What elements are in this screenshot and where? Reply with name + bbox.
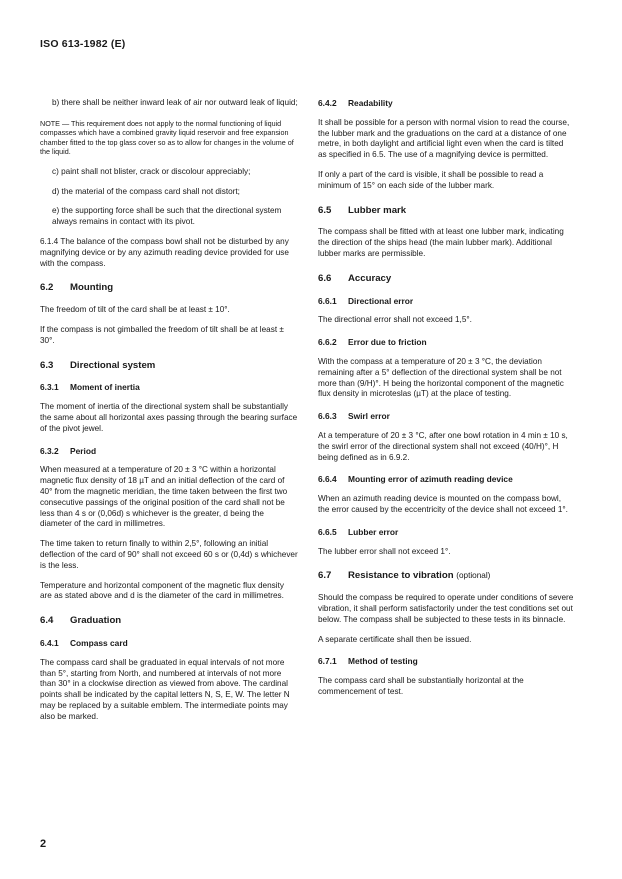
heading-number: 6.4.1	[40, 637, 59, 648]
heading-title: Compass card	[70, 637, 128, 648]
heading-number: 6.7.1	[318, 656, 337, 667]
list-item-e: e) the supporting force shall be such that the directional system always remains in contact with its pivot.	[52, 206, 282, 227]
heading-title: Resistance to vibration	[348, 570, 454, 582]
list-item-d: d) the material of the compass card shall not distort;	[52, 186, 240, 196]
paragraph-6-6-2: With the compass at a temperature of 20 ± 3 °C, the deviation remaining after a 5° deflection of the directional system shall be not more than (9/H)°. H being the horizontal component of the magnetic flux density in microteslas (µT) at the place of testing.	[318, 356, 564, 399]
heading-title: Directional system	[70, 359, 156, 371]
paragraph-6-3-2-c: Temperature and horizontal component of the magnetic flux density are as stated above and d is the diameter of the card in millimetres.	[40, 580, 284, 601]
page-number: 2	[40, 838, 47, 850]
right-column	[318, 98, 574, 707]
heading-title: Directional error	[348, 295, 414, 306]
heading-title: Lubber error	[348, 526, 399, 537]
paragraph-6-3-1: The moment of inertia of the directional system shall be substantially the same about all horizontal axes passing through the bearing surface of the pivot jewel.	[40, 402, 298, 433]
heading-number: 6.6.3	[318, 411, 337, 422]
heading-6-6	[318, 274, 574, 285]
heading-number: 6.3.1	[40, 382, 59, 393]
paragraph-6-1-4: 6.1.4 The balance of the compass bowl shall not be disturbed by any magnifying device or by any azimuth reading device provided for use with the compass.	[40, 236, 289, 268]
paragraph-6-6-4: When an azimuth reading device is mounted on the compass bowl, the error caused by the eccentricity of the device shall not exceed 1°.	[318, 494, 568, 514]
paragraph-6-7-b: A separate certificate shall then be issued.	[318, 634, 472, 644]
heading-6-6-4	[318, 474, 574, 485]
heading-number: 6.4	[40, 615, 54, 627]
heading-6-7-1	[318, 656, 574, 667]
paragraph-6-7-a: Should the compass be required to operate under conditions of severe vibration, it shall perform satisfactorily under the test conditions set out below. The compass shall be subjected to these tests in its binnacle.	[318, 593, 574, 624]
heading-number: 6.6.4	[318, 474, 337, 485]
heading-number: 6.6.5	[318, 526, 337, 537]
paragraph-6-4-2-a: It shall be possible for a person with normal vision to read the course, the lubber mark and the graduations on the card at a distance of one metre, in both daylight and artificial light even when the card is tilted as specified in 6.5. The use of a magnifying device is permitted.	[318, 117, 570, 160]
paragraph-6-5: The compass shall be fitted with at least one lubber mark, indicating the direction of the ships head (the main lubber mark). Additional lubber marks are permissible.	[318, 227, 564, 258]
list-item-c: c) paint shall not blister, crack or discolour appreciably;	[52, 166, 251, 176]
heading-title: Swirl error	[348, 411, 390, 422]
paragraph-6-2-b: If the compass is not gimballed the freedom of tilt shall be at least ± 30°.	[40, 324, 284, 345]
paragraph-6-6-5: The lubber error shall not exceed 1°.	[318, 546, 451, 556]
heading-6-5	[318, 206, 574, 217]
heading-number: 6.4.2	[318, 98, 337, 108]
heading-6-4-1	[40, 638, 298, 649]
list-item-b: b) there shall be neither inward leak of air nor outward leak of liquid;	[52, 98, 298, 107]
heading-6-3	[40, 361, 298, 372]
heading-optional-tag: (optional)	[456, 571, 491, 581]
paragraph-6-7-1: The compass card shall be substantially horizontal at the commencement of test.	[318, 676, 524, 696]
note: NOTE — This requirement does not apply to the normal functioning of liquid compasses which have a combined gravity liquid reservoir and free expansion chamber fitted to the top glass cover so as to allow for changes in the volume of the liquid.	[40, 118, 294, 157]
heading-number: 6.6.1	[318, 295, 337, 306]
heading-title: Mounting	[70, 282, 114, 294]
heading-title: Lubber mark	[348, 204, 407, 216]
heading-title: Accuracy	[348, 272, 392, 284]
left-column	[40, 98, 298, 731]
heading-title: Graduation	[70, 615, 122, 627]
paragraph-6-2-a: The freedom of tilt of the card shall be at least ± 10°.	[40, 305, 230, 315]
heading-title: Method of testing	[348, 656, 418, 667]
paragraph-6-6-3: At a temperature of 20 ± 3 °C, after one bowl rotation in 4 min ± 10 s, the swirl error of the directional system shall not exceed (40/H)°, H being defined as in 6.9.2.	[318, 430, 568, 462]
heading-6-4	[40, 616, 298, 627]
heading-number: 6.2	[40, 282, 54, 294]
paragraph-6-4-2-b: If only a part of the card is visible, it shall be possible to read a minimum of 15° on each side of the lubber mark.	[318, 169, 544, 190]
paragraph-6-3-2-a: When measured at a temperature of 20 ± 3 °C within a horizontal magnetic flux density of 18 µT and an initial deflection of the card of 40° from the magnetic meridian, the time taken between the first two consecutive passings of the original position of the card shall not be less than 4 s or (0,06d) s whichever is the greater, d being the diameter of the card in millimetres.	[40, 465, 288, 529]
heading-number: 6.3	[40, 359, 54, 371]
heading-6-6-5	[318, 527, 574, 538]
heading-number: 6.5	[318, 204, 332, 216]
heading-number: 6.7	[318, 570, 332, 582]
heading-6-6-1	[318, 296, 574, 307]
paragraph-6-6-1: The directional error shall not exceed 1,5°.	[318, 315, 472, 325]
heading-6-4-2	[318, 98, 574, 109]
paragraph-6-4-1: The compass card shall be graduated in equal intervals of not more than 5°, starting from North, and numbered at intervals of not more than 30° in a clockwise direction as viewed from above. The cardinal points shall be indicated by the capital letters N, S, E, W. The letter N may be replaced by a suitable emblem. The intermediate points may also be marked.	[40, 657, 290, 721]
document-code: ISO 613-1982 (E)	[40, 38, 126, 50]
heading-number: 6.6	[318, 272, 332, 284]
heading-number: 6.3.2	[40, 445, 59, 456]
heading-6-6-2	[318, 337, 574, 348]
heading-6-6-3	[318, 411, 574, 422]
heading-title: Readability	[348, 98, 393, 108]
heading-title: Mounting error of azimuth reading device	[348, 474, 513, 485]
heading-6-3-1	[40, 382, 298, 393]
heading-6-2	[40, 283, 298, 294]
heading-6-3-2	[40, 446, 298, 457]
heading-title: Period	[70, 445, 97, 456]
heading-title: Error due to friction	[348, 337, 427, 348]
paragraph-6-3-2-b: The time taken to return finally to within 2,5°, following an initial deflection of the card of 90° shall not exceed 60 s or (0,4d) s whichever is the less.	[40, 539, 298, 570]
heading-title: Moment of inertia	[70, 382, 140, 393]
heading-6-7	[318, 571, 574, 582]
heading-number: 6.6.2	[318, 337, 337, 348]
